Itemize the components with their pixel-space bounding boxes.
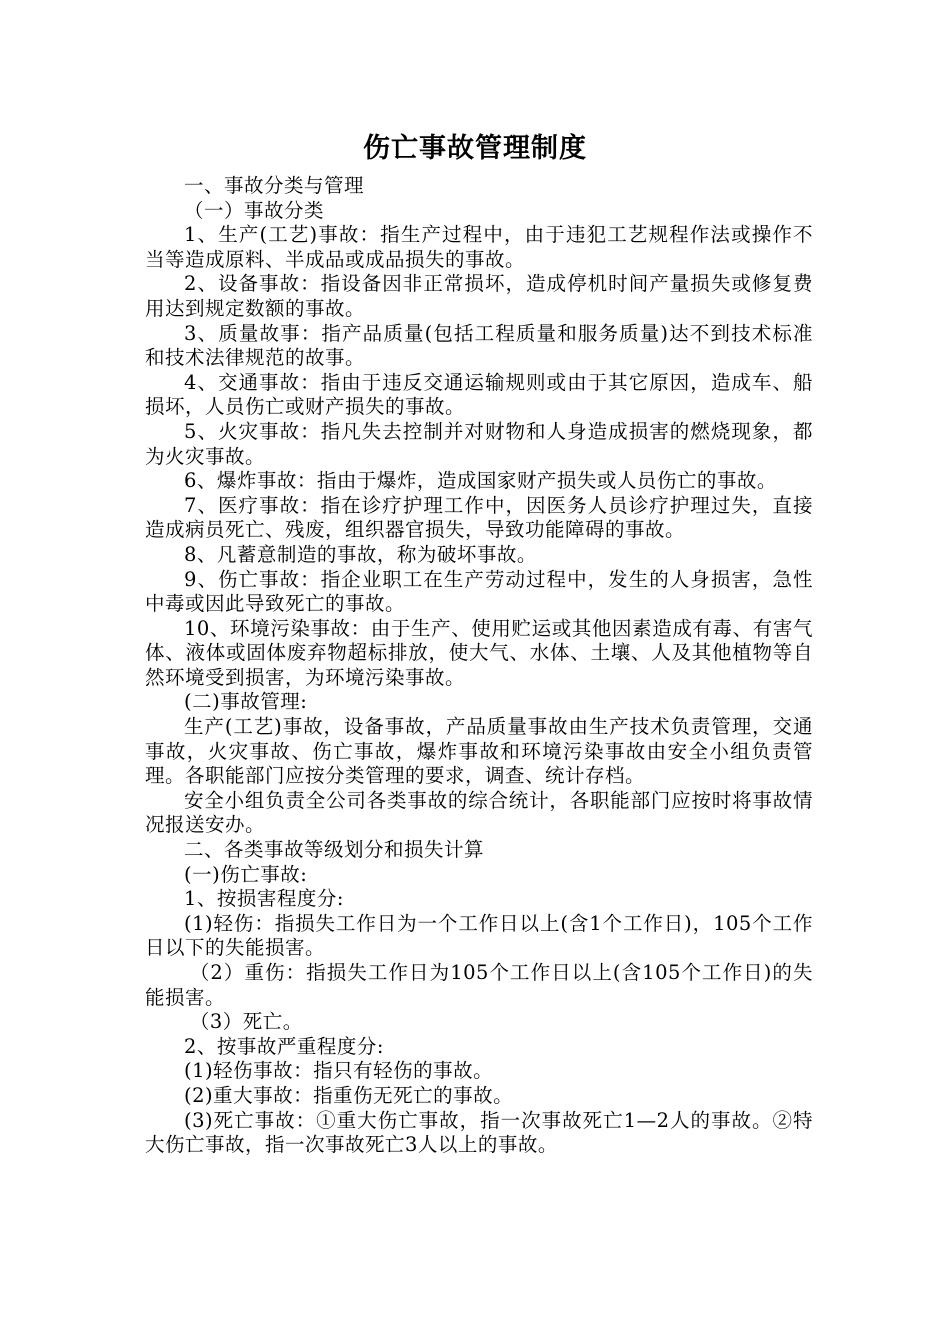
document-title: 伤亡事故管理制度 [363,133,587,164]
paragraph: （2）重伤：指损失工作日为105个工作日以上(含105个工作日)的失能损害。 [145,961,813,1009]
document-body [145,174,813,1158]
paragraph: 8、凡蓄意制造的事故，称为破坏事故。 [184,542,537,566]
paragraph: 7、医疗事故：指在诊疗护理工作中，因医务人员诊疗护理过失，直接造成病员死亡、残废，组织器官损失，导致功能障碍的事故。 [145,493,813,542]
paragraph: 6、爆炸事故：指由于爆炸，造成国家财产损失或人员伤亡的事故。 [184,469,777,493]
paragraph: 4、交通事故：指由于违反交通运输规则或由于其它原因，造成车、船损坏，人员伤亡或财产损失的事故。 [145,370,813,419]
section-heading: 二、各类事故等级划分和损失计算 [184,838,485,862]
subsection-heading: （一）事故分类 [184,198,325,222]
paragraph: 10、环境污染事故：由于生产、使用贮运或其他因素造成有毒、有害气体、液体或固体废弃物超标排放，使大气、水体、土壤、人及其他植物等自然环境受到损害，为环境污染事故。 [145,616,813,689]
paragraph: (1)轻伤：指损失工作日为一个工作日以上(含1个工作日)，105个工作日以下的失能损害。 [145,911,813,960]
paragraph: 1、按损害程度分: [184,887,344,911]
paragraph: (2)重大事故：指重伤无死亡的事故。 [184,1083,514,1107]
subsection-heading: (一)伤亡事故: [184,862,308,886]
section-heading: 一、事故分类与管理 [184,174,365,197]
paragraph: 9、伤亡事故：指企业职工在生产劳动过程中，发生的人身损害，急性中毒或因此导致死亡的事故。 [145,567,813,616]
paragraph: 2、按事故严重程度分: [184,1034,384,1058]
paragraph: (3)死亡事故：①重大伤亡事故，指一次事故死亡1—2人的事故。②特大伤亡事故，指一次事故死亡3人以上的事故。 [145,1108,813,1157]
paragraph: （3）死亡。 [189,1010,303,1034]
paragraph: 5、火灾事故：指凡失去控制并对财物和人身造成损害的燃烧现象，都为火灾事故。 [145,419,813,468]
paragraph: 1、生产(工艺)事故：指生产过程中，由于违犯工艺规程作法或操作不当等造成原料、半成品或成品损失的事故。 [145,223,813,271]
paragraph: 2、设备事故：指设备因非正常损坏，造成停机时间产量损失或修复费用达到规定数额的事故。 [145,272,813,320]
paragraph: 生产(工艺)事故，设备事故，产品质量事故由生产技术负责管理，交通事故，火灾事故、伤亡事故，爆炸事故和环境污染事故由安全小组负责管理。各职能部门应按分类管理的要求，调查、统计存档。 [145,715,813,788]
paragraph: (1)轻伤事故：指只有轻伤的事故。 [184,1059,494,1083]
paragraph: 3、质量故事：指产品质量(包括工程质量和服务质量)达不到技术标准和技术法律规范的故事。 [145,321,813,370]
paragraph: 安全小组负责全公司各类事故的综合统计，各职能部门应按时将事故情况报送安办。 [145,788,813,837]
subsection-heading: (二)事故管理: [184,690,308,714]
